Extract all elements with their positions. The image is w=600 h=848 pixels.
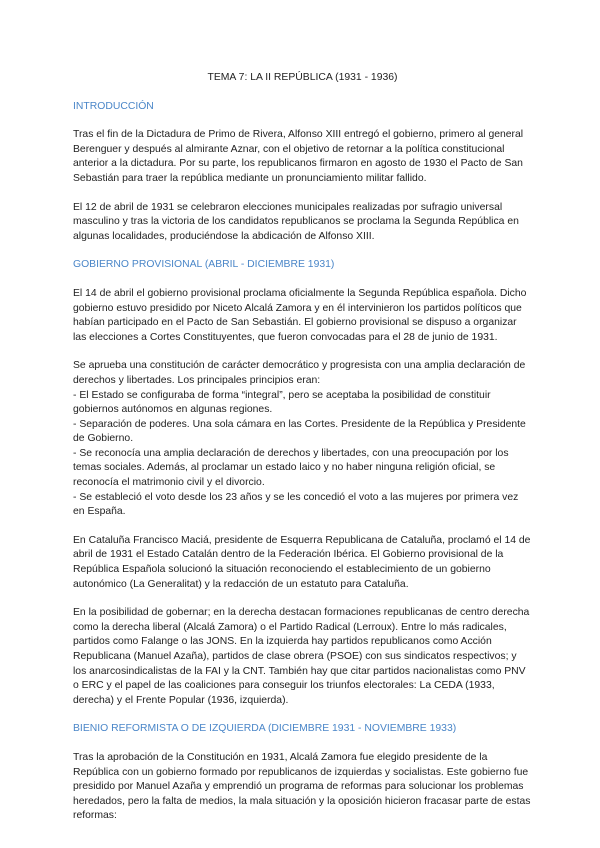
list-item: - El Estado se configuraba de forma “integral”, pero se aceptaba la posibilidad de constituir gobiernos autónomos en algunas regiones. — [73, 389, 491, 416]
section-heading-gobierno-provisional: GOBIERNO PROVISIONAL (ABRIL - DICIEMBRE 1931) — [73, 259, 335, 271]
paragraph: En Cataluña Francisco Maciá, presidente de Esquerra Republicana de Cataluña, proclamó el 14 de abril de 1931 el Estado Catalán dentro de la Federación Ibérica. El Gobierno provisional de la República Española solucionó la situación reconociendo el establecimiento de un gobierno autonómico (La Generalitat) y la redacción de un estatuto para Cataluña. — [73, 534, 531, 590]
paragraph: El 12 de abril de 1931 se celebraron elecciones municipales realizadas por sufragio universal masculino y tras la victoria de los candidatos republicanos se proclama la Segunda República en algunas localidades, produciéndose la abdicación de Alfonso XIII. — [73, 201, 519, 242]
paragraph: En la posibilidad de gobernar; en la derecha destacan formaciones republicanas de centro derecha como la derecha liberal (Alcalá Zamora) o el Partido Radical (Lerroux). Entre lo más radicales, partidos como Falange o las JONS. En la izquierda hay partidos republicanos como Acción Republicana (Manuel Azaña), partidos de clase obrera (PSOE) con sus sindicatos respectivos; y los anarcosindicalistas de la FAI y la CNT. También hay que citar partidos nacionalistas como PNV o ERC y el papel de las coaliciones para conseguir los triunfos electorales: La CEDA (1933, derecha) y el Frente Popular (1936, izquierda). — [73, 607, 530, 706]
section-heading-introduccion: INTRODUCCIÓN — [73, 100, 154, 112]
principles-list — [73, 359, 532, 520]
paragraph: Tras el fin de la Dictadura de Primo de Rivera, Alfonso XIII entregó el gobierno, primero al general Berenguer y después al almirante Aznar, con el objetivo de retornar a la política constitucional anterior a la dictadura. Por su parte, los republicanos firmaron en agosto de 1930 el Pacto de San Sebastián para traer la república mediante un pronunciamiento militar fallido. — [73, 129, 524, 184]
list-item: - Separación de poderes. Una sola cámara en las Cortes. Presidente de la República y Presidente de Gobierno. — [73, 418, 526, 445]
paragraph: Tras la aprobación de la Constitución en 1931, Alcalá Zamora fue elegido presidente de la República con un gobierno formado por republicanos de izquierdas y socialistas. Este gobierno fue presidido por Manuel Azaña y emprendió un programa de reformas para solucionar los problemas heredados, pero la falta de medios, la mala situación y la oposición hicieron fracasar parte de estas reformas: — [73, 751, 531, 822]
list-item: - Se reconocía una amplia declaración de derechos y libertades, con una preocupación por los temas sociales. Además, al proclamar un estado laico y no haber ninguna religión oficial, se reconocía el matrimonio civil y el divorcio. — [73, 447, 509, 489]
paragraph: El 14 de abril el gobierno provisional proclama oficialmente la Segunda República española. Dicho gobierno estuvo presidido por Niceto Alcalá Zamora y en él intervinieron los partidos políticos que habían participado en el Pacto de San Sebastián. El gobierno provisional se dispuso a organizar las elecciones a Cortes Constituyentes, que fueron convocadas para el 28 de junio de 1931. — [73, 287, 527, 343]
document-title: TEMA 7: LA II REPÚBLICA (1931 - 1936) — [207, 72, 398, 83]
list-item: - Se estableció el voto desde los 23 años y se les concedió el voto a las mujeres por primera vez en España. — [73, 491, 519, 518]
section-heading-bienio-reformista: BIENIO REFORMISTA O DE IZQUIERDA (DICIEMBRE 1931 - NOVIEMBRE 1933) — [73, 723, 457, 735]
list-intro: Se aprueba una constitución de carácter democrático y progresista con una amplia declaración de derechos y libertades. Los principales principios eran: — [73, 360, 526, 386]
